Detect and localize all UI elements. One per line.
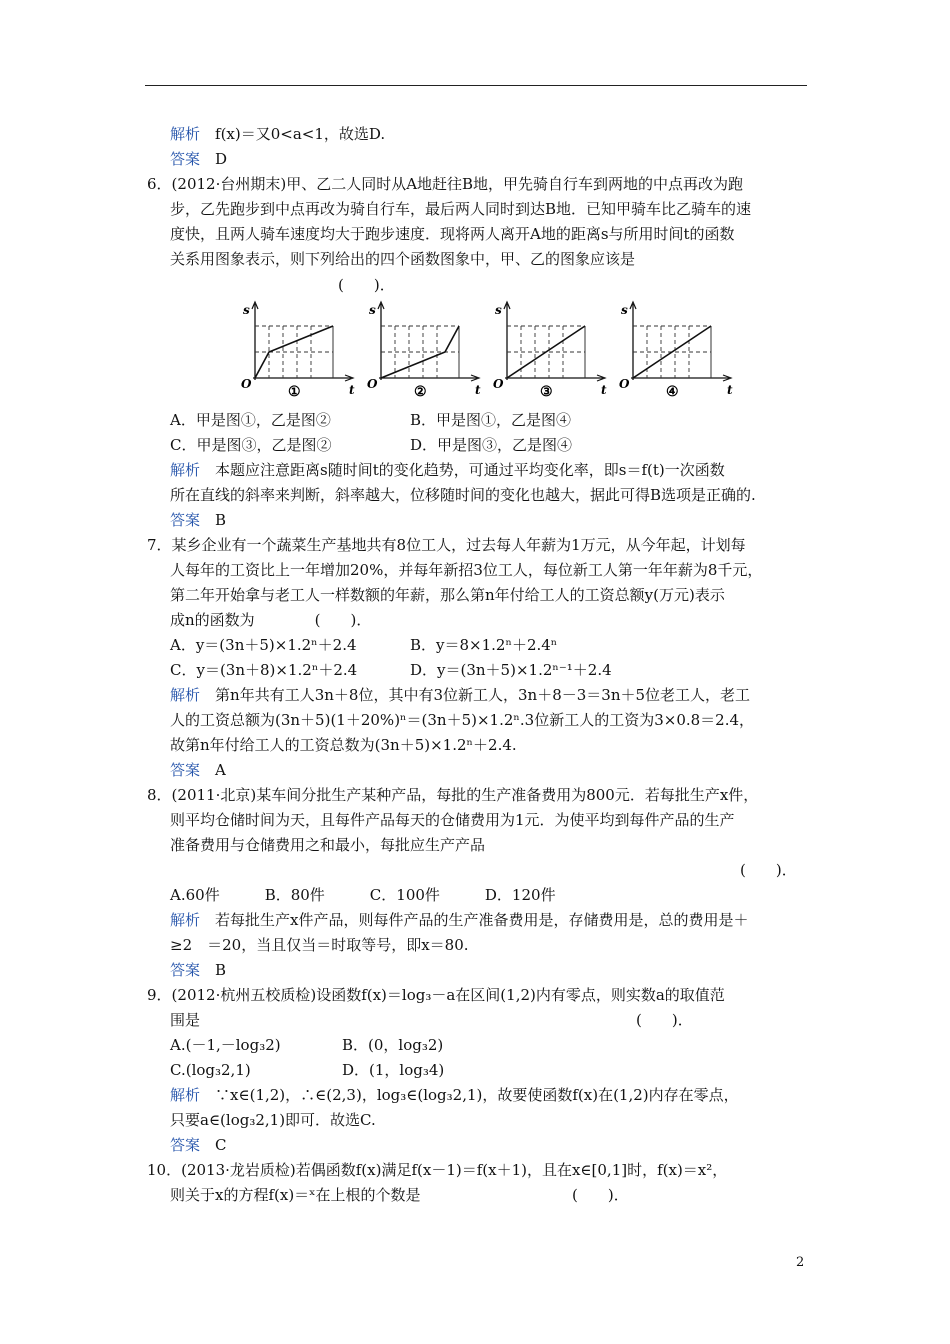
s-label: s (621, 303, 628, 317)
q5-answer: 答案 D (170, 150, 228, 168)
q7-text-4: 成n的函数为 ( )． (170, 611, 372, 629)
q8-analysis-2: ≥2 ＝20，当且仅当＝时取等号，即x＝80. (170, 936, 469, 954)
origin-label: O (241, 377, 252, 391)
q7-text-2: 人每年的工资比上一年增加20%，并每年新招3位工人，每位新工人第一年年薪为8千元， (170, 561, 763, 579)
q6-analysis-1: 解析 本题应注意距离s随时间t的变化趋势，可通过平均变化率，即s＝f(t)一次函数 (170, 461, 725, 479)
graph-number: ① (288, 384, 301, 400)
header-rule (145, 85, 807, 86)
q6-text-3: 度快，且两人骑车速度均大于跑步速度．现将两人离开A地的距离s与所用时间t的函数 (170, 225, 735, 243)
q6-option-a: A．甲是图①，乙是图② (170, 411, 331, 429)
q9-blank: ( )． (636, 1011, 693, 1029)
q6-graphs (235, 296, 745, 400)
origin-label: O (619, 377, 630, 391)
graph-3 (493, 302, 607, 400)
q6-option-c: C．甲是图③，乙是图② (170, 436, 332, 454)
q10-text-2: 则关于x的方程f(x)＝ˣ在上根的个数是 (170, 1186, 421, 1204)
q7-analysis-1: 解析 第n年共有工人3n＋8位，其中有3位新工人，3n＋8－3＝3n＋5位老工人，老工 (170, 686, 751, 704)
q6-text-4: 关系用图象表示，则下列给出的四个函数图象中，甲、乙的图象应该是 (170, 250, 636, 268)
q7-analysis-3: 故第n年付给工人的工资总数为(3n＋5)×1.2ⁿ＋2.4. (170, 736, 517, 754)
graph-number: ② (414, 384, 427, 400)
s-label: s (243, 303, 250, 317)
q5-analysis: 解析 f(x)＝又0<a<1，故选D. (170, 125, 386, 143)
q7-text-3: 第二年开始拿与老工人一样数额的年薪，那么第n年付给工人的工资总额y(万元)表示 (170, 586, 725, 604)
page-number: 2 (796, 1255, 805, 1270)
graph-number: ④ (666, 384, 679, 400)
q8-analysis-1: 解析 若每批生产x件产品，则每件产品的生产准备费用是，存储费用是，总的费用是＋ (170, 911, 749, 929)
graph-number: ③ (540, 384, 553, 400)
q6-option-d: D．甲是图③，乙是图④ (410, 436, 573, 454)
q9-text-1: 9．(2012·杭州五校质检)设函数f(x)＝log₃－a在区间(1,2)内有零点，则实数a的取值范 (147, 986, 725, 1004)
q6-analysis-2: 所在直线的斜率来判断，斜率越大，位移随时间的变化也越大，据此可得B选项是正确的. (170, 486, 756, 504)
t-label: t (727, 383, 733, 397)
q6-text-2: 步，乙先跑步到中点再改为骑自行车，最后两人同时到达B地．已知甲骑车比乙骑车的速 (170, 200, 752, 218)
origin-label: O (493, 377, 504, 391)
q7-option-b: B．y＝8×1.2ⁿ＋2.4ⁿ (410, 636, 558, 654)
q7-analysis-2: 人的工资总额为(3n＋5)(1＋20%)ⁿ＝(3n＋5)×1.2ⁿ.3位新工人的工资为3×0.8＝2.4， (170, 711, 755, 729)
q9-text-2: 围是 (170, 1011, 201, 1029)
q7-option-c: C．y＝(3n＋8)×1.2ⁿ＋2.4 (170, 661, 358, 679)
q9-option-d: D．(1，log₃4) (342, 1061, 445, 1079)
t-label: t (349, 383, 355, 397)
q9-analysis-2: 只要a∈(log₃2,1)即可．故选C. (170, 1111, 376, 1129)
q7-text-1: 7．某乡企业有一个蔬菜生产基地共有8位工人，过去每人年薪为1万元，从今年起，计划每 (147, 536, 746, 554)
q6-answer: 答案 B (170, 511, 227, 529)
graph-2 (367, 302, 481, 400)
origin-label: O (367, 377, 378, 391)
t-label: t (601, 383, 607, 397)
q7-answer: 答案 A (170, 761, 226, 779)
q8-answer: 答案 B (170, 961, 227, 979)
graph-1 (241, 302, 355, 400)
q7-option-a: A．y＝(3n＋5)×1.2ⁿ＋2.4 (170, 636, 357, 654)
s-label: s (369, 303, 376, 317)
q10-blank: ( )． (572, 1186, 629, 1204)
q8-text-2: 则平均仓储时间为天，且每件产品每天的仓储费用为1元．为使平均到每件产品的生产 (170, 811, 735, 829)
q7-option-d: D．y＝(3n＋5)×1.2ⁿ⁻¹＋2.4 (410, 661, 612, 679)
q8-options: A.60件 B．80件 C．100件 D．120件 (170, 886, 556, 904)
t-label: t (475, 383, 481, 397)
q6-blank: ( )． (338, 276, 395, 294)
s-label: s (495, 303, 502, 317)
graph-4 (619, 302, 733, 400)
q9-option-c: C.(log₃2,1) (170, 1061, 251, 1079)
q6-text-1: 6．(2012·台州期末)甲、乙二人同时从A地赶往B地，甲先骑自行车到两地的中点再改为跑 (147, 175, 744, 193)
q6-option-b: B．甲是图①，乙是图④ (410, 411, 572, 429)
q9-option-a: A.(－1,－log₃2) (170, 1036, 281, 1054)
q8-text-1: 8．(2011·北京)某车间分批生产某种产品，每批的生产准备费用为800元．若每批生产x件， (147, 786, 759, 804)
q9-analysis-1: 解析 ∵x∈(1,2)，∴∈(2,3)，log₃∈(log₃2,1)，故要使函数f(x)在(1,2)内存在零点， (170, 1086, 739, 1104)
q10-text-1: 10．(2013·龙岩质检)若偶函数f(x)满足f(x－1)＝f(x＋1)，且在x∈[0,1]时，f(x)＝x²， (147, 1161, 728, 1179)
q8-blank: ( )． (740, 861, 797, 879)
q9-answer: 答案 C (170, 1136, 227, 1154)
q9-option-b: B．(0，log₃2) (342, 1036, 444, 1054)
q8-text-3: 准备费用与仓储费用之和最小，每批应生产产品 (170, 836, 486, 854)
